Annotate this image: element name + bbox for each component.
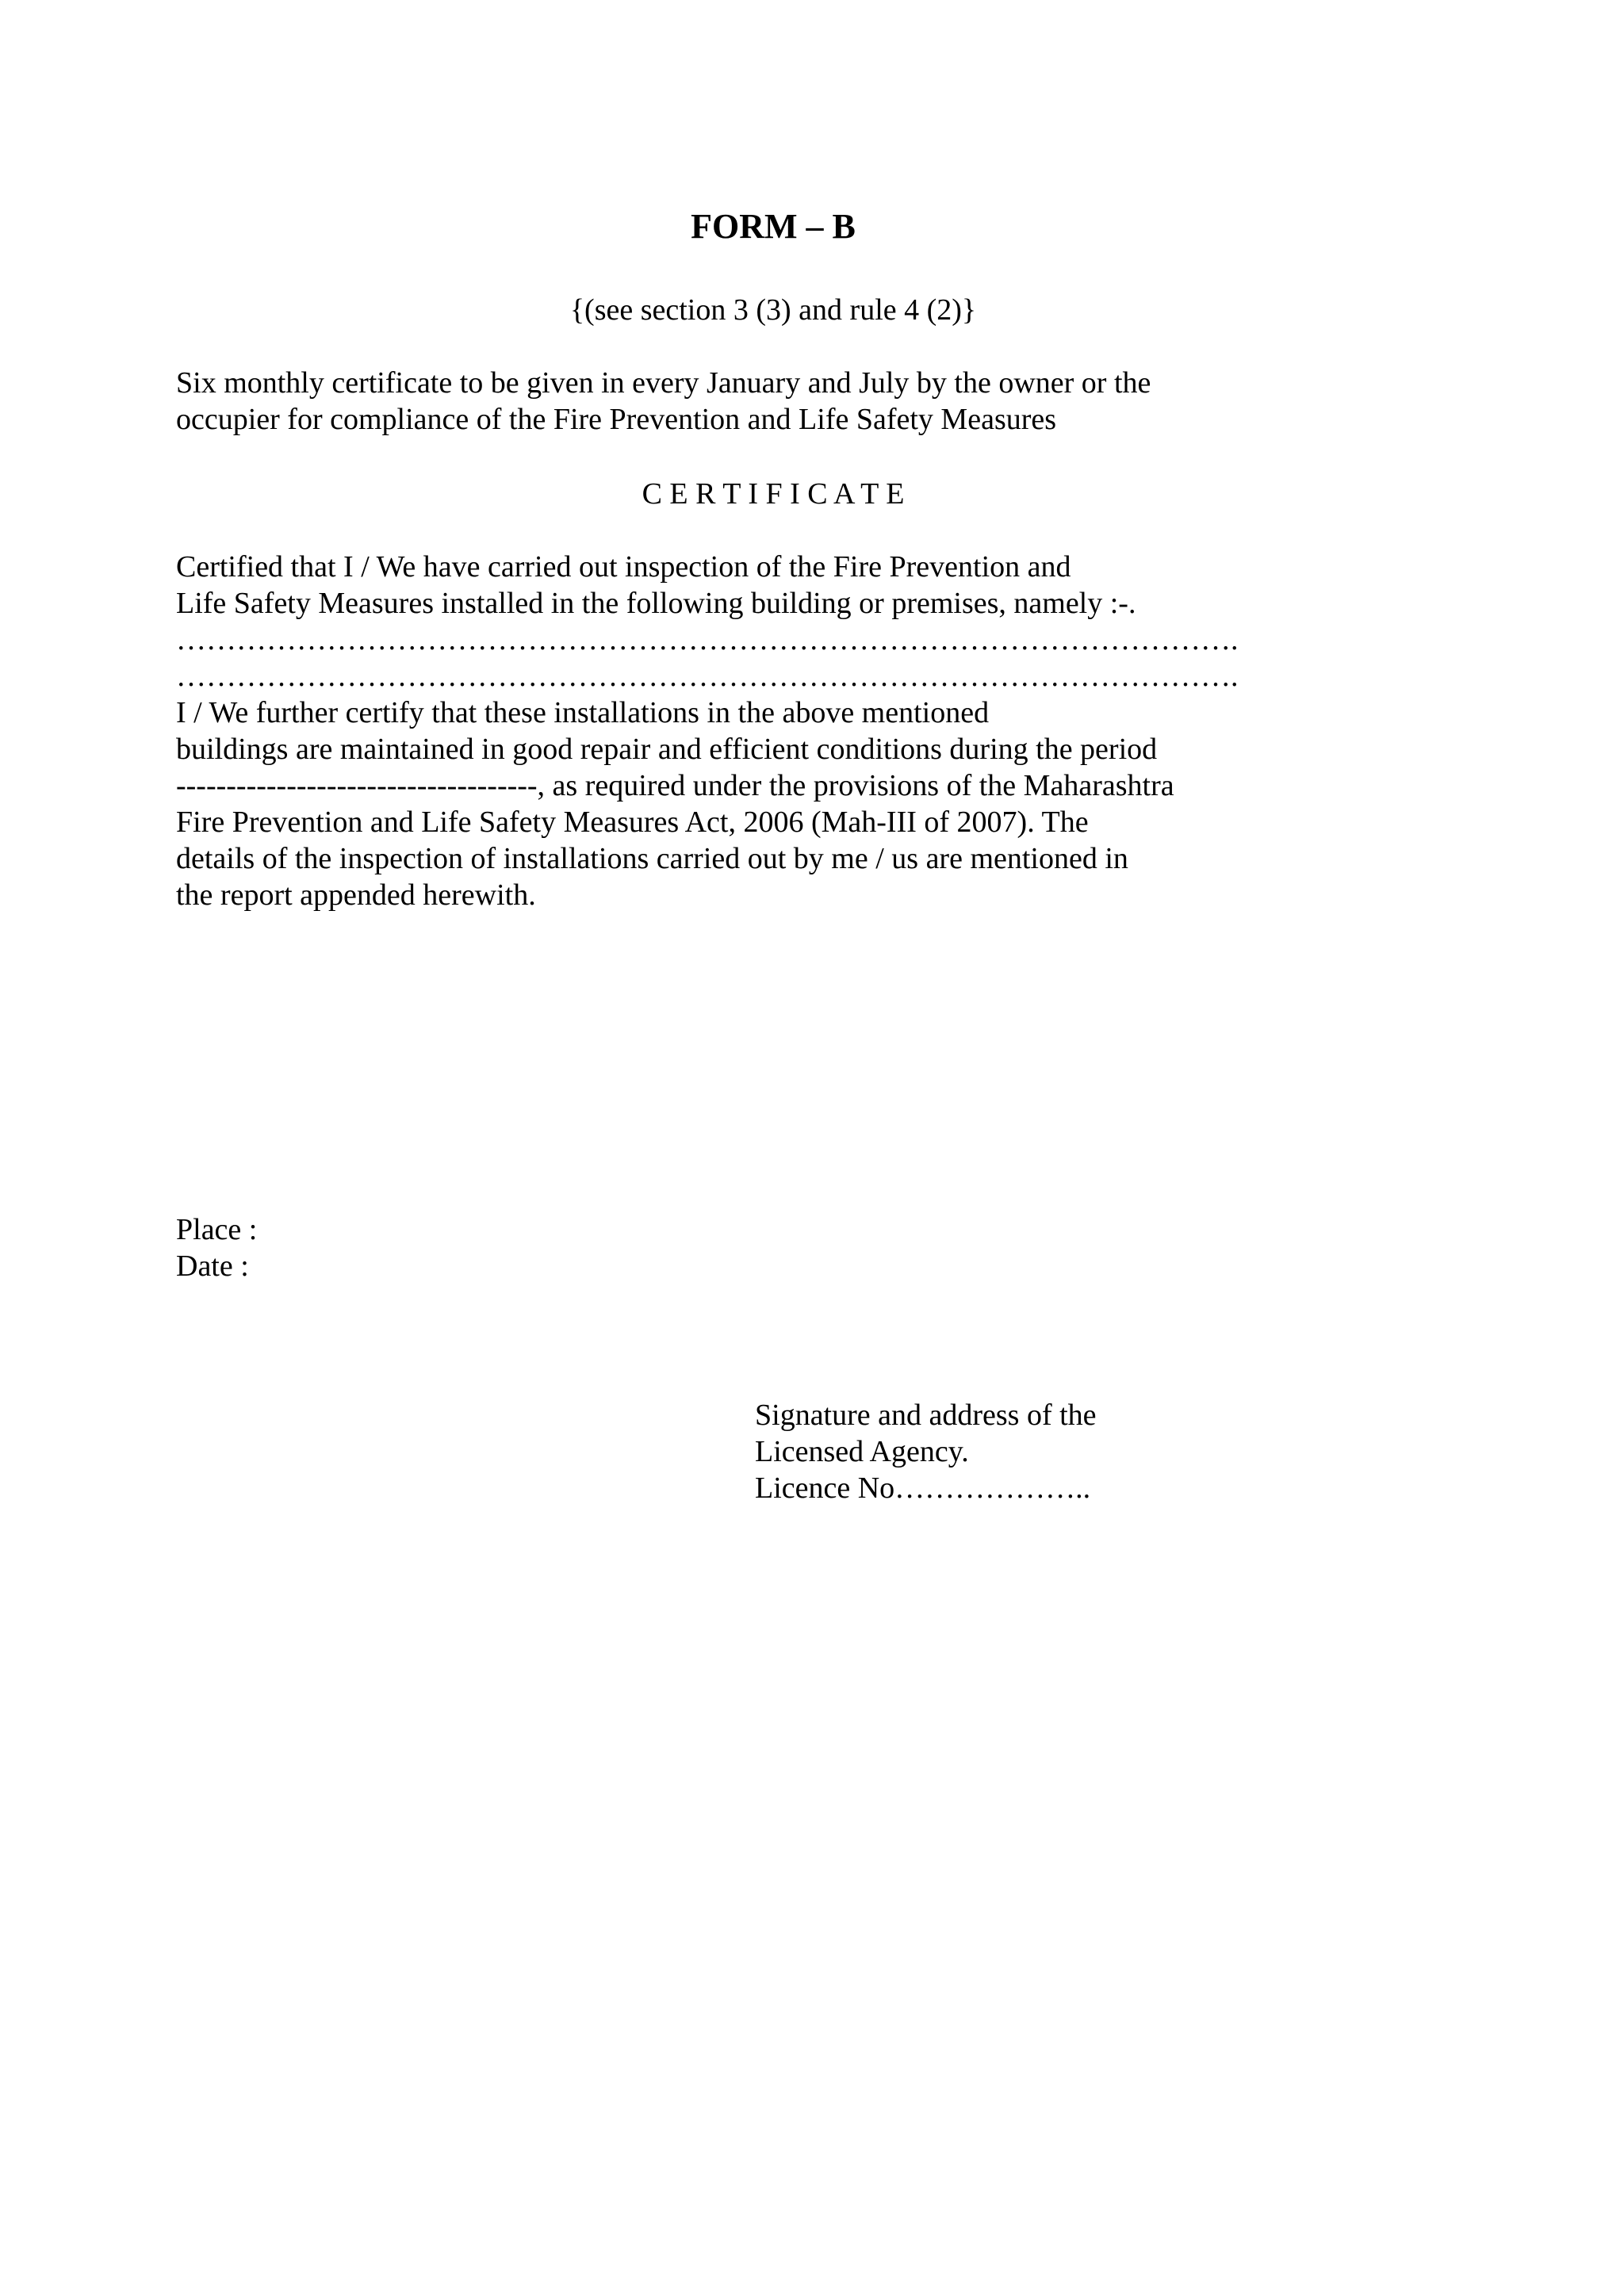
date-label: Date :: [176, 1249, 249, 1283]
premises-blank-line-2: …………………………………………………………………………………………….: [176, 660, 1239, 693]
certificate-heading: C E R T I F I C A T E: [642, 477, 905, 511]
signature-line-2: Licensed Agency.: [755, 1435, 969, 1468]
intro-line-2: occupier for compliance of the Fire Prevention and Life Safety Measures: [176, 403, 1057, 436]
body-line-8: Fire Prevention and Life Safety Measures Act, 2006 (Mah-III of 2007). The: [176, 806, 1089, 839]
body-line-10: the report appended herewith.: [176, 878, 536, 912]
body-line-7: ------------------------------------, as required under the provisions of the Maharashtra: [176, 769, 1174, 802]
body-line-6: buildings are maintained in good repair and efficient conditions during the period: [176, 733, 1158, 766]
body-line-5: I / We further certify that these installations in the above mentioned: [176, 696, 990, 729]
place-label: Place :: [176, 1213, 258, 1246]
section-reference: {(see section 3 (3) and rule 4 (2)}: [569, 293, 977, 327]
premises-blank-line-1: …………………………………………………………………………………………….: [176, 623, 1239, 656]
licence-number-line: Licence No………………..: [755, 1471, 1091, 1505]
body-line-9: details of the inspection of installations carried out by me / us are mentioned in: [176, 842, 1128, 875]
signature-line-1: Signature and address of the: [755, 1399, 1097, 1432]
body-line-2: Life Safety Measures installed in the following building or premises, namely :-.: [176, 587, 1136, 620]
intro-line-1: Six monthly certificate to be given in every January and July by the owner or the: [176, 366, 1151, 400]
form-title: FORM – B: [691, 207, 856, 246]
body-line-1: Certified that I / We have carried out inspection of the Fire Prevention and: [176, 550, 1071, 584]
